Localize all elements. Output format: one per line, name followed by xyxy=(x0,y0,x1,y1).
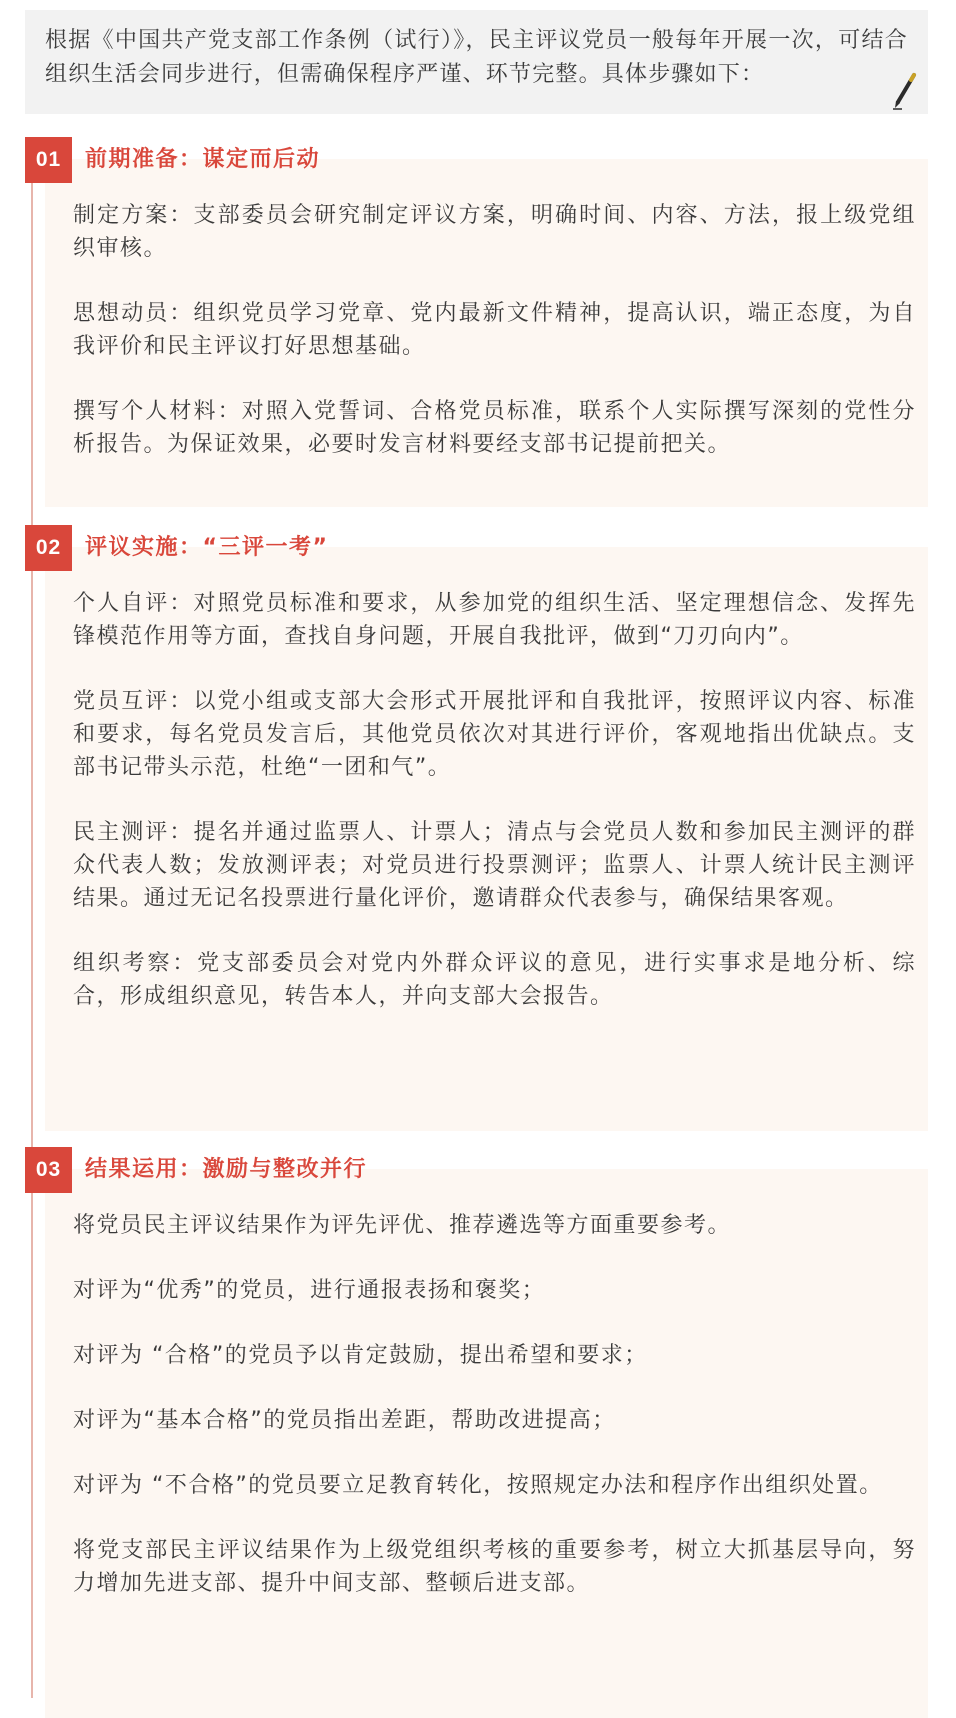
paragraph: 对评为“优秀”的党员，进行通报表扬和褒奖； xyxy=(73,1278,546,1303)
paragraph: 民主测评：提名并通过监票人、计票人；清点与会党员人数和参加民主测评的群众代表人数；发放测评表；对党员进行投票测评；监票人、计票人统计民主测评结果。通过无记名投票进行量化评价，邀请群众代表参与，确保结果客观。 xyxy=(73,820,916,911)
paragraph: 制定方案：支部委员会研究制定评议方案，明确时间、内容、方法，报上级党组织审核。 xyxy=(73,203,916,261)
paragraph: 将党员民主评议结果作为评先评优、推荐遴选等方面重要参考。 xyxy=(73,1213,732,1238)
pen-icon xyxy=(892,72,918,110)
section-number-badge: 02 xyxy=(25,525,72,571)
paragraph: 对评为“基本合格”的党员指出差距，帮助改进提高； xyxy=(73,1408,616,1433)
intro-box xyxy=(25,10,928,114)
paragraph: 组织考察：党支部委员会对党内外群众评议的意见，进行实事求是地分析、综合，形成组织意见，转告本人，并向支部大会报告。 xyxy=(73,951,916,1009)
section-title: 结果运用：激励与整改并行 xyxy=(85,1157,368,1182)
section-body xyxy=(73,1209,916,1600)
section-body xyxy=(73,199,916,461)
paragraph: 对评为 “不合格”的党员要立足教育转化，按照规定办法和程序作出组织处置。 xyxy=(73,1473,883,1498)
section-number-badge: 01 xyxy=(25,137,72,183)
section-results xyxy=(0,1147,956,1698)
paragraph: 将党支部民主评议结果作为上级党组织考核的重要参考，树立大抓基层导向，努力增加先进支部、提升中间支部、整顿后进支部。 xyxy=(73,1538,916,1596)
section-title: 评议实施：“三评一考” xyxy=(85,535,329,560)
paragraph: 对评为 “合格”的党员予以肯定鼓励，提出希望和要求； xyxy=(73,1343,648,1368)
section-title: 前期准备：谋定而后动 xyxy=(85,147,321,172)
section-number-badge: 03 xyxy=(25,1147,72,1193)
section-body xyxy=(73,587,916,1013)
paragraph: 党员互评：以党小组或支部大会形式开展批评和自我批评，按照评议内容、标准和要求，每名党员发言后，其他党员依次对其进行评价，客观地指出优缺点。支部书记带头示范，杜绝“一团和气”。 xyxy=(73,689,916,780)
paragraph: 个人自评：对照党员标准和要求，从参加党的组织生活、坚定理想信念、发挥先锋模范作用等方面，查找自身问题，开展自我批评，做到“刀刃向内”。 xyxy=(73,591,916,649)
paragraph: 思想动员：组织党员学习党章、党内最新文件精神，提高认识，端正态度，为自我评价和民主评议打好思想基础。 xyxy=(73,301,916,359)
section-preparation xyxy=(0,137,956,507)
intro-text: 根据《中国共产党支部工作条例（试行）》，民主评议党员一般每年开展一次，可结合组织生活会同步进行，但需确保程序严谨、环节完整。具体步骤如下： xyxy=(45,28,908,87)
paragraph: 撰写个人材料：对照入党誓词、合格党员标准，联系个人实际撰写深刻的党性分析报告。为保证效果，必要时发言材料要经支部书记提前把关。 xyxy=(73,399,916,457)
section-implementation xyxy=(0,525,956,1131)
